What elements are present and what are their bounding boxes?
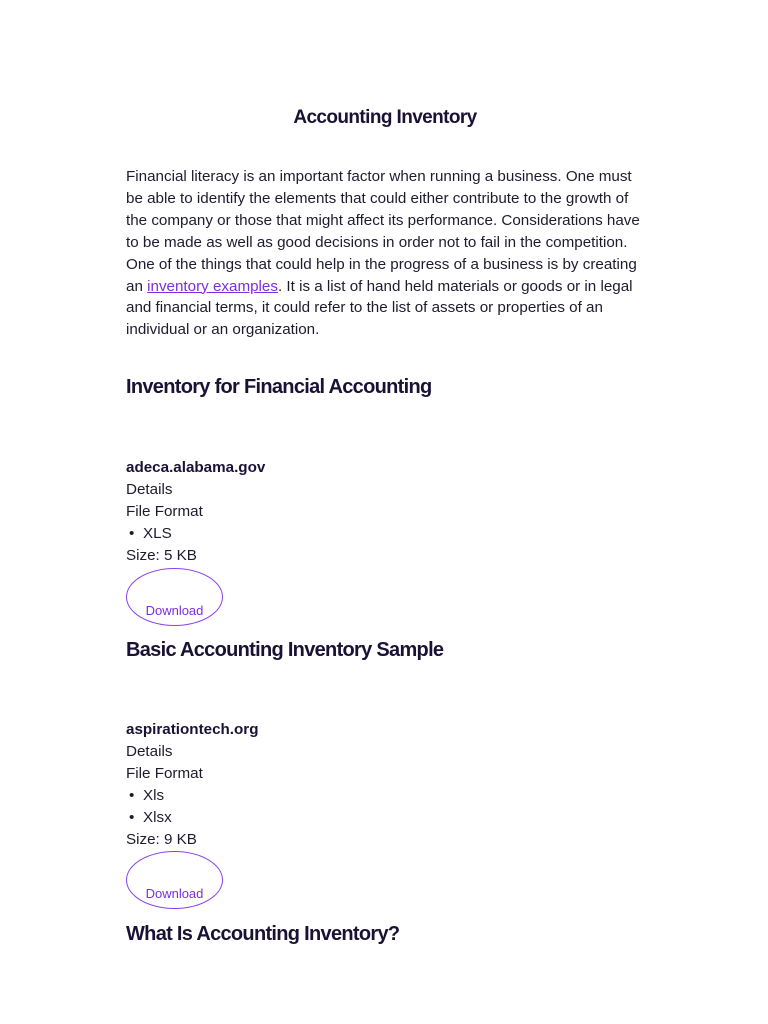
download-button[interactable]: Download <box>126 568 223 626</box>
source-domain: adeca.alabama.gov <box>126 459 266 476</box>
intro-text <box>126 166 646 341</box>
download-entry-aspirationtech <box>126 719 426 909</box>
file-size: Size: 9 KB <box>126 830 197 848</box>
inventory-examples-link[interactable]: inventory examples <box>147 277 278 295</box>
section-heading-basic-sample: Basic Accounting Inventory Sample <box>126 639 444 661</box>
file-format-label: File Format <box>126 764 203 782</box>
file-format-item: • Xls <box>126 785 426 807</box>
file-format-label: File Format <box>126 502 203 520</box>
download-entry-adeca <box>126 457 426 626</box>
page-title: Accounting Inventory <box>293 107 477 128</box>
section-heading-what-is: What Is Accounting Inventory? <box>126 923 400 945</box>
file-size: Size: 5 KB <box>126 546 197 564</box>
source-domain: aspirationtech.org <box>126 721 259 738</box>
download-button[interactable]: Download <box>126 851 223 909</box>
file-format-item: • Xlsx <box>126 807 426 829</box>
intro-paragraph-2-end: . It is a list of hand held materials or goods or in legal and financial terms, it could refer to the list of assets or properties of an individual or an organization. <box>126 277 633 339</box>
details-label: Details <box>126 480 173 498</box>
intro-paragraph-2 <box>126 254 646 342</box>
section-heading-financial-accounting: Inventory for Financial Accounting <box>126 376 432 398</box>
file-format-item: • XLS <box>126 523 426 545</box>
intro-paragraph-2-start: One of the things that could help in the progress of a business is by creating an <box>126 255 637 295</box>
details-label: Details <box>126 742 173 760</box>
intro-paragraph-1: Financial literacy is an important factor when running a business. One must be able to identify the elements that could either contribute to the growth of the company or those that might affect its performance. Considerations have to be made as well as good decisions in order not to fail in the competition. <box>126 168 640 251</box>
